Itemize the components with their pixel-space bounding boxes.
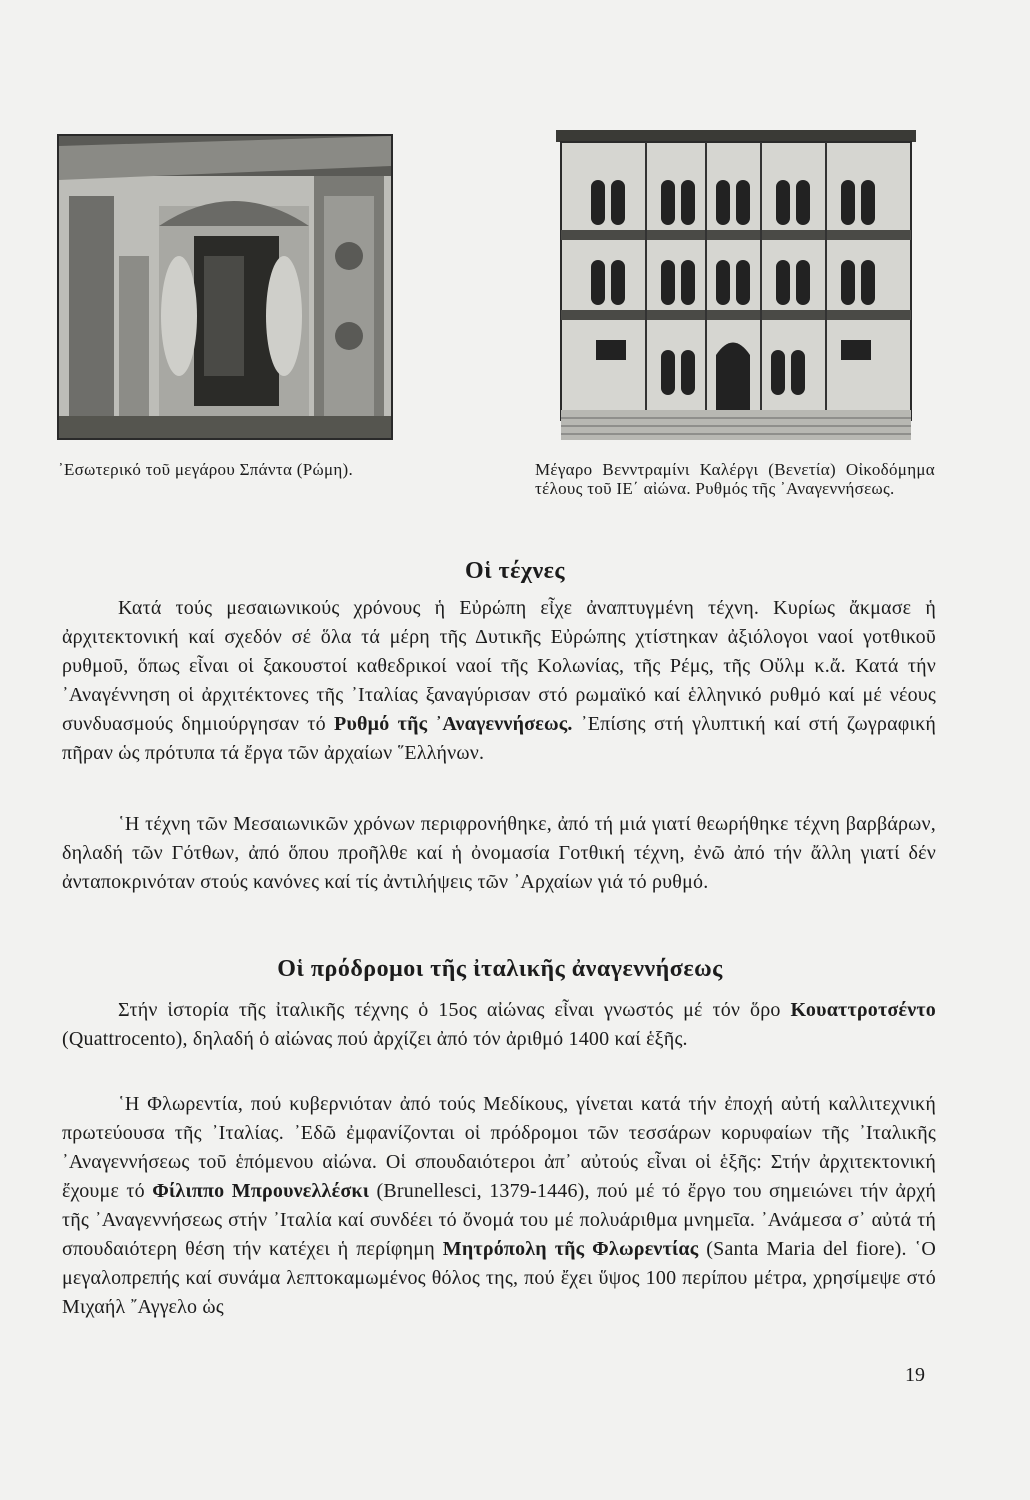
paragraph-text: Στήν ἱστορία τῆς ἰταλικῆς τέχνης ὁ 15ος αἰώνας εἶναι γνωστός μέ τόν ὅρο	[118, 999, 781, 1021]
bold-term: Κουαττροτσέντο	[790, 999, 936, 1021]
spada-palace-interior-image	[57, 134, 393, 440]
paragraph-text: (Quattrocento), δηλαδή ὁ αἰώνας πού ἀρχίζει ἀπό τόν ἀριθμό 1400 καί ἑξῆς.	[62, 1028, 688, 1050]
paragraph-arts-2	[62, 810, 936, 897]
paragraph-precursors-1	[62, 996, 936, 1054]
bold-term: Μητρόπολη τῆς Φλωρεντίας	[442, 1238, 699, 1260]
paragraph-arts-1	[62, 594, 936, 768]
section-title-precursors: Οἱ πρόδρομοι τῆς ἰταλικῆς ἀναγεννήσεως	[277, 956, 723, 982]
left-image-caption: ᾿Εσωτερικό τοῦ μεγάρου Σπάντα (Ρώμη).	[58, 460, 354, 479]
vendramin-calergi-palace-image	[556, 130, 916, 440]
paragraph-precursors-2	[62, 1090, 936, 1322]
paragraph-text: ῾Η τέχνη τῶν Μεσαιωνικῶν χρόνων περιφρονήθηκε, ἀπό τή μιά γιατί θεωρήθηκε τέχνη βαρβάρων, δηλαδή τῶν Γότθων, ἀπό ὅπου προῆλθε καί ἡ ὀνομασία Γοτθική τέχνη, ἐνῶ ἀπό τήν ἄλλη γιατί δέν ἀνταποκρινόταν στούς κανόνες καί τίς ἀντιλήψεις τῶν ᾿Αρχαίων γιά τό ρυθμό.	[62, 813, 936, 893]
bold-term: Φίλιππο Μπρουνελλέσκι	[152, 1180, 370, 1202]
page-number: 19	[905, 1364, 925, 1386]
paragraph-text: Κατά τούς μεσαιωνικούς χρόνους ἡ Εὐρώπη εἶχε ἀναπτυγμένη τέχνη. Κυρίως ἄκμασε ἡ ἀρχιτεκτονική καί σχεδόν σέ ὅλα τά μέρη τῆς Δυτικῆς Εὐρώπης χτίστηκαν ἀξιόλογοι ναοί γοτθικοῦ ρυθμοῦ, ὅπως εἶναι οἱ ξακουστοί καθεδρικοί ναοί τῆς Κολωνίας, τῆς Ρέμς, τῆς Οὔλμ κ.ἄ. Κατά τήν ᾿Αναγέννηση οἱ ἀρχιτέκτονες τῆς ᾿Ιταλίας ξαναγύρισαν στό ρωμαϊκό καί ἑλληνικό ρυθμό καί μέ νέους συνδυασμούς δημιούργησαν τό	[62, 597, 936, 735]
paragraph-text: (Santa Maria del fiore). ῾Ο μεγαλοπρεπής καί συνάμα λεπτοκαμωμένος θόλος της, πού ἔχει ὕψος 100 περίπου μέτρα, χρησίμεψε στό Μιχαήλ ῎Αγγελο ὡς	[62, 1238, 937, 1318]
paragraph-text: ᾿Επίσης στή γλυπτική καί στή ζωγραφική πῆραν ὡς πρότυπα τά ἔργα τῶν ἀρχαίων ῞Ελλήνων.	[62, 713, 937, 764]
bold-term: Ρυθμό τῆς ᾿Αναγεννήσεως.	[334, 713, 573, 735]
paragraph-text: (Brunellesci, 1379-1446), πού μέ τό ἔργο του σημειώνει τήν ἀρχή τῆς ᾿Αναγεννήσεως στήν ᾿Ιταλία καί συνδέει τό ὄνομά του μέ πολυάριθμα μνημεῖα. ᾿Ανάμεσα σ᾿ αὐτά τή σπουδαιότερη θέση τήν κατέχει ἡ περίφημη	[62, 1180, 937, 1260]
section-title-arts: Οἱ τέχνες	[464, 558, 566, 584]
paragraph-text: ῾Η Φλωρεντία, πού κυβερνιόταν ἀπό τούς Μεδίκους, γίνεται κατά τήν ἐποχή αὐτή καλλιτεχνική πρωτεύουσα τῆς ᾿Ιταλίας. ᾿Εδῶ ἐμφανίζονται οἱ πρόδρομοι τῶν τεσσάρων κορυφαίων τῆς ᾿Ιταλικῆς ᾿Αναγεννήσεως τοῦ ἑπόμενου αἰώνα. Οἱ σπουδαιότεροι ἀπ᾿ αὐτούς εἶναι οἱ ἑξῆς: Στήν ἀρχιτεκτονική ἔχουμε τό	[62, 1093, 936, 1202]
right-image-caption: Μέγαρο Βενντραμίνι Καλέργι (Βενετία) Οἰκοδόμημα τέλους τοῦ ΙΕ΄ αἰώνα. Ρυθμός τῆς ᾿Αναγεννήσεως.	[535, 460, 935, 498]
